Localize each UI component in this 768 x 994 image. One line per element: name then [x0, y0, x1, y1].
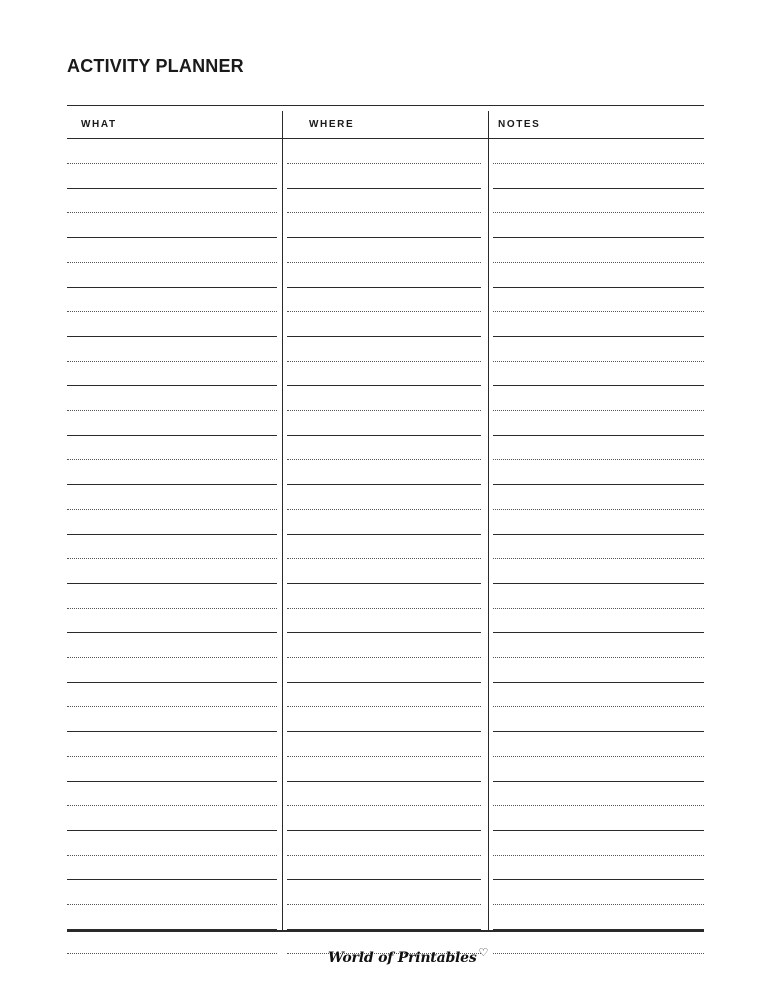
where-writing-line-dotted: [287, 706, 481, 707]
notes-writing-line-dotted: [493, 608, 704, 609]
notes-writing-line: [493, 583, 704, 584]
what-writing-line: [67, 435, 277, 436]
notes-writing-line-dotted: [493, 657, 704, 658]
what-writing-line: [67, 484, 277, 485]
column-header-where: WHERE: [309, 119, 355, 130]
what-writing-line: [67, 830, 277, 831]
where-writing-line-dotted: [287, 558, 481, 559]
what-writing-line: [67, 287, 277, 288]
what-writing-line-dotted: [67, 459, 277, 460]
where-writing-line-dotted: [287, 904, 481, 905]
brand-name: World of Printables: [328, 950, 477, 966]
what-writing-line-dotted: [67, 509, 277, 510]
notes-writing-line-dotted: [493, 459, 704, 460]
notes-writing-line: [493, 336, 704, 337]
what-writing-line-dotted: [67, 361, 277, 362]
what-writing-line: [67, 731, 277, 732]
column-header-notes: NOTES: [498, 119, 541, 130]
what-writing-line-dotted: [67, 410, 277, 411]
what-writing-line: [67, 879, 277, 880]
where-writing-line: [287, 879, 481, 880]
column-where: [287, 105, 481, 932]
notes-writing-line: [493, 632, 704, 633]
page-title: ACTIVITY PLANNER: [67, 56, 244, 76]
column-divider-2: [488, 111, 489, 931]
where-writing-line: [287, 731, 481, 732]
where-writing-line: [287, 534, 481, 535]
notes-writing-line: [493, 731, 704, 732]
where-writing-line-dotted: [287, 262, 481, 263]
what-writing-line: [67, 336, 277, 337]
notes-writing-line-dotted: [493, 904, 704, 905]
where-writing-line-dotted: [287, 459, 481, 460]
what-writing-line-dotted: [67, 558, 277, 559]
notes-writing-line: [493, 287, 704, 288]
where-writing-line: [287, 435, 481, 436]
notes-writing-line: [493, 879, 704, 880]
notes-writing-line: [493, 237, 704, 238]
notes-writing-line-dotted: [493, 212, 704, 213]
what-writing-line: [67, 632, 277, 633]
what-writing-line-dotted: [67, 657, 277, 658]
what-writing-line-dotted: [67, 262, 277, 263]
where-writing-line-dotted: [287, 855, 481, 856]
notes-writing-line: [493, 534, 704, 535]
what-writing-line: [67, 385, 277, 386]
where-writing-line-dotted: [287, 509, 481, 510]
where-writing-line: [287, 781, 481, 782]
where-writing-line: [287, 237, 481, 238]
what-writing-line-dotted: [67, 311, 277, 312]
where-writing-line-dotted: [287, 163, 481, 164]
where-writing-line-dotted: [287, 608, 481, 609]
where-writing-line: [287, 188, 481, 189]
where-writing-line-dotted: [287, 212, 481, 213]
notes-writing-line-dotted: [493, 706, 704, 707]
what-writing-line-dotted: [67, 953, 277, 954]
where-writing-line: [287, 385, 481, 386]
notes-writing-line-dotted: [493, 410, 704, 411]
what-writing-line-dotted: [67, 212, 277, 213]
notes-writing-line: [493, 830, 704, 831]
what-writing-line-dotted: [67, 805, 277, 806]
where-writing-line: [287, 336, 481, 337]
notes-writing-line-dotted: [493, 509, 704, 510]
what-writing-line: [67, 929, 277, 930]
notes-writing-line: [493, 929, 704, 930]
what-writing-line-dotted: [67, 608, 277, 609]
what-writing-line-dotted: [67, 855, 277, 856]
notes-writing-line: [493, 385, 704, 386]
what-writing-line-dotted: [67, 706, 277, 707]
brand-logo: [328, 946, 489, 966]
column-header-what: WHAT: [81, 119, 117, 130]
notes-writing-line: [493, 682, 704, 683]
notes-writing-line: [493, 781, 704, 782]
notes-writing-line: [493, 484, 704, 485]
heart-icon: ♡: [478, 946, 489, 959]
what-writing-line: [67, 534, 277, 535]
notes-writing-line: [493, 188, 704, 189]
what-writing-line-dotted: [67, 904, 277, 905]
notes-writing-line-dotted: [493, 163, 704, 164]
notes-writing-line: [493, 435, 704, 436]
notes-writing-line-dotted: [493, 311, 704, 312]
what-writing-line-dotted: [67, 756, 277, 757]
where-writing-line: [287, 287, 481, 288]
where-writing-line-dotted: [287, 657, 481, 658]
planner-table: [67, 105, 704, 932]
notes-writing-line-dotted: [493, 855, 704, 856]
notes-writing-line-dotted: [493, 262, 704, 263]
what-writing-line: [67, 237, 277, 238]
column-notes: [493, 105, 704, 932]
what-writing-line-dotted: [67, 163, 277, 164]
notes-writing-line-dotted: [493, 805, 704, 806]
where-writing-line: [287, 632, 481, 633]
what-writing-line: [67, 188, 277, 189]
where-writing-line-dotted: [287, 756, 481, 757]
where-writing-line-dotted: [287, 410, 481, 411]
what-writing-line: [67, 583, 277, 584]
where-writing-line: [287, 583, 481, 584]
notes-writing-line-dotted: [493, 361, 704, 362]
column-divider-1: [282, 111, 283, 931]
where-writing-line-dotted: [287, 311, 481, 312]
where-writing-line: [287, 682, 481, 683]
where-writing-line: [287, 929, 481, 930]
where-writing-line: [287, 484, 481, 485]
notes-writing-line-dotted: [493, 953, 704, 954]
what-writing-line: [67, 682, 277, 683]
what-writing-line: [67, 781, 277, 782]
notes-writing-line-dotted: [493, 756, 704, 757]
notes-writing-line-dotted: [493, 558, 704, 559]
where-writing-line: [287, 830, 481, 831]
where-writing-line-dotted: [287, 805, 481, 806]
where-writing-line-dotted: [287, 361, 481, 362]
column-what: [67, 105, 277, 932]
